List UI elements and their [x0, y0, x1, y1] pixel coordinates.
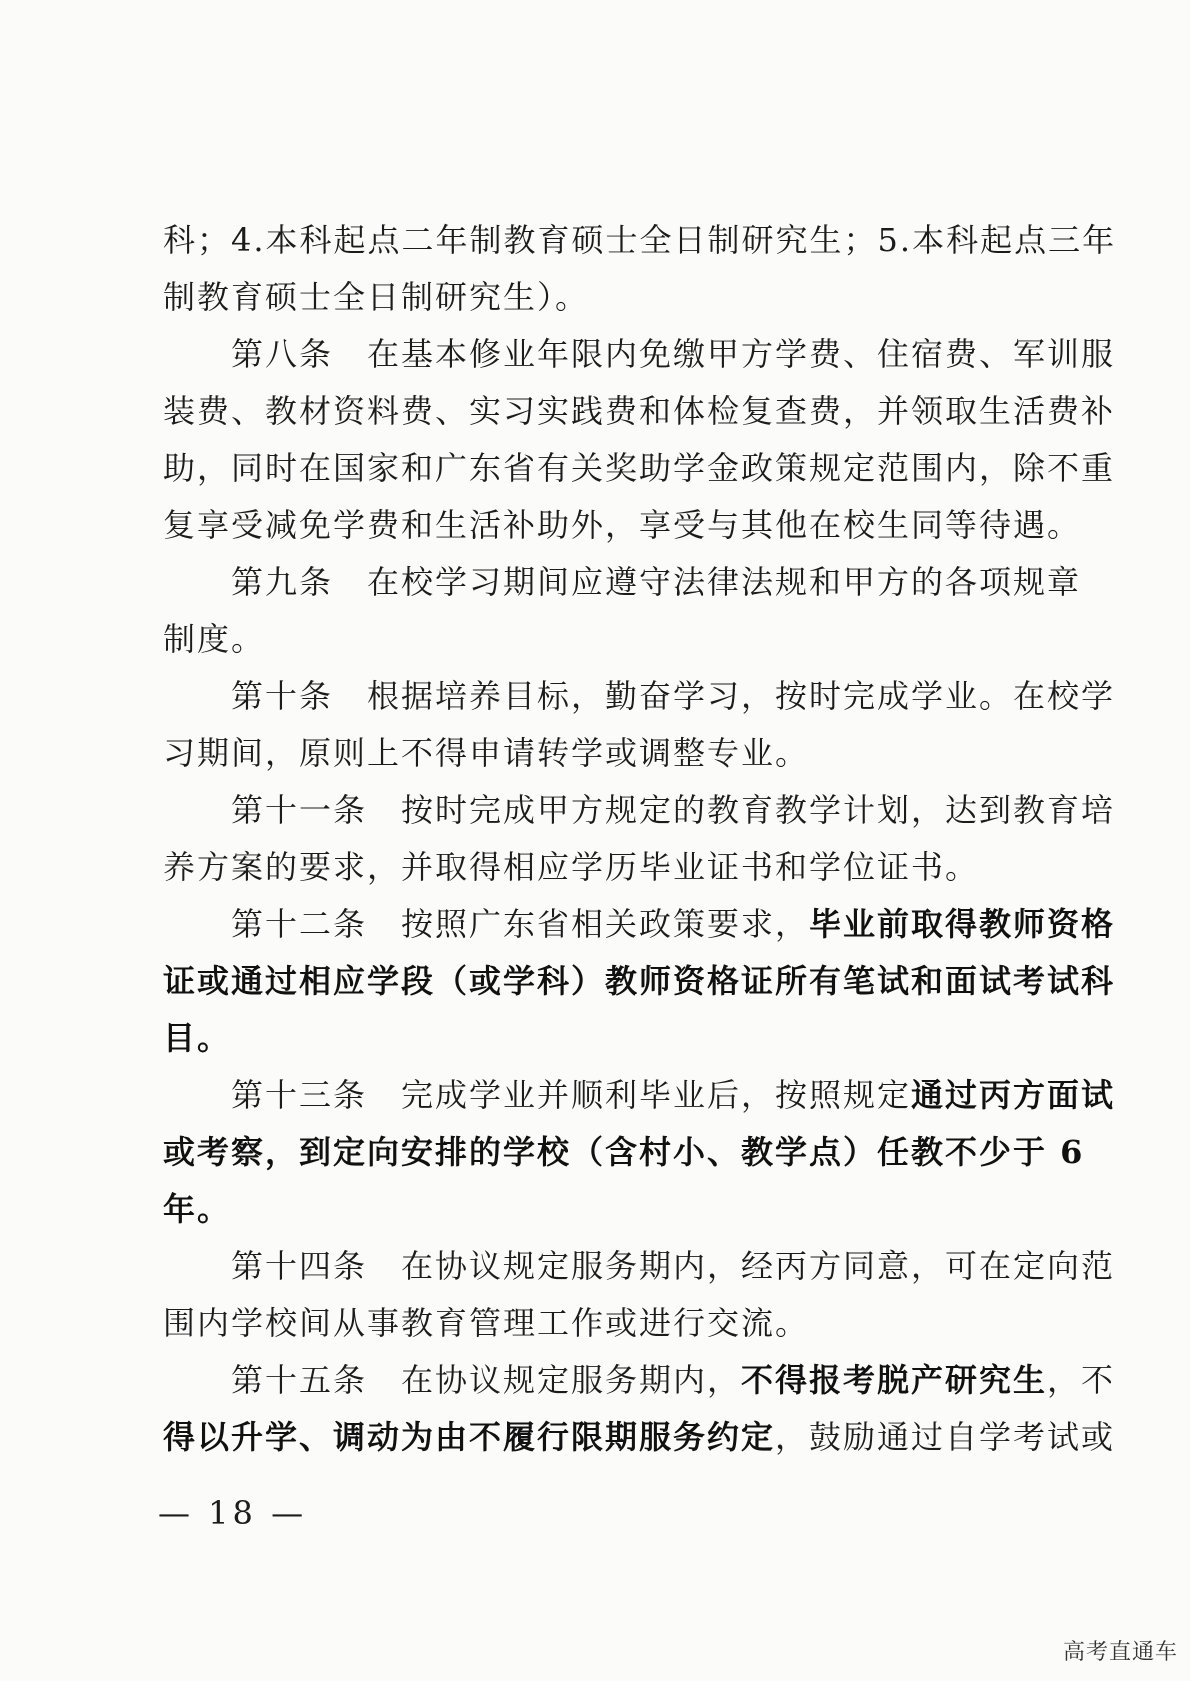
text-line	[163, 1238, 1116, 1295]
text-line	[163, 782, 1116, 839]
bold-text-segment: 不得报考脱产研究生	[741, 1361, 1048, 1399]
text-segment: ，鼓励通过自学考试或	[775, 1418, 1116, 1456]
text-line	[163, 1010, 1045, 1067]
text-line	[163, 1067, 1116, 1124]
text-line	[163, 440, 1116, 497]
document-body	[163, 212, 1117, 1466]
text-segment: 复享受减免学费和生活补助外，享受与其他在校生同等待遇。	[163, 506, 1082, 544]
text-segment: 第八条 在基本修业年限内免缴甲方学费、住宿费、军训服	[163, 335, 1116, 373]
text-segment: 科；4.本科起点二年制教育硕士全日制研究生；5.本科起点三年	[163, 221, 1117, 259]
bold-text-segment: 通过丙方面试	[911, 1076, 1116, 1114]
text-line	[163, 383, 1116, 440]
text-segment: 制教育硕士全日制研究生）。	[163, 278, 590, 316]
text-line	[163, 269, 1045, 326]
text-line	[163, 896, 1116, 953]
text-segment: 第十一条 按时完成甲方规定的教育教学计划，达到教育培	[163, 791, 1116, 829]
text-line	[163, 497, 1082, 554]
text-line	[163, 953, 1116, 1010]
text-line	[163, 1352, 1116, 1409]
text-line	[163, 1409, 1116, 1466]
text-line	[163, 839, 1045, 896]
bold-text-segment: 年。	[163, 1190, 232, 1228]
text-segment: 养方案的要求，并取得相应学历毕业证书和学位证书。	[163, 848, 980, 886]
text-segment: 第十二条 按照广东省相关政策要求，	[163, 905, 810, 943]
text-segment: 第十条 根据培养目标，勤奋学习，按时完成学业。在校学	[163, 677, 1116, 715]
text-segment: 制度。	[163, 620, 266, 658]
text-line	[163, 554, 1082, 611]
text-line	[163, 326, 1116, 383]
bold-text-segment: 目。	[163, 1019, 232, 1057]
text-line	[163, 1295, 1045, 1352]
text-segment: 习期间，原则上不得申请转学或调整专业。	[163, 734, 810, 772]
text-line	[163, 725, 1045, 782]
bold-text-segment: 得以升学、调动为由不履行限期服务约定	[163, 1418, 776, 1456]
text-line	[163, 1124, 1085, 1181]
text-segment: 装费、教材资料费、实习实践费和体检复查费，并领取生活费补	[163, 392, 1116, 430]
watermark-text: 高考直通车	[1062, 1640, 1178, 1665]
text-segment: 助，同时在国家和广东省有关奖助学金政策规定范围内，除不重	[163, 449, 1116, 487]
text-segment: 第九条 在校学习期间应遵守法律法规和甲方的各项规章	[163, 563, 1082, 601]
text-segment: ，不	[1047, 1361, 1116, 1399]
text-line	[163, 668, 1116, 725]
text-line	[163, 611, 1045, 668]
bold-text-segment: 毕业前取得教师资格	[809, 905, 1116, 943]
bold-text-segment: 证或通过相应学段（或学科）教师资格证所有笔试和面试考试科	[163, 962, 1116, 1000]
text-segment: 第十五条 在协议规定服务期内，	[163, 1361, 742, 1399]
bold-text-segment: 或考察，到定向安排的学校（含村小、教学点）任教不少于 6	[163, 1133, 1085, 1171]
text-segment: 围内学校间从事教育管理工作或进行交流。	[163, 1304, 810, 1342]
text-segment: 第十四条 在协议规定服务期内，经丙方同意，可在定向范	[163, 1247, 1116, 1285]
page-number: — 18 —	[158, 1494, 308, 1532]
text-segment: 第十三条 完成学业并顺利毕业后，按照规定	[163, 1076, 912, 1114]
text-line	[163, 212, 1117, 269]
text-line	[163, 1181, 1045, 1238]
